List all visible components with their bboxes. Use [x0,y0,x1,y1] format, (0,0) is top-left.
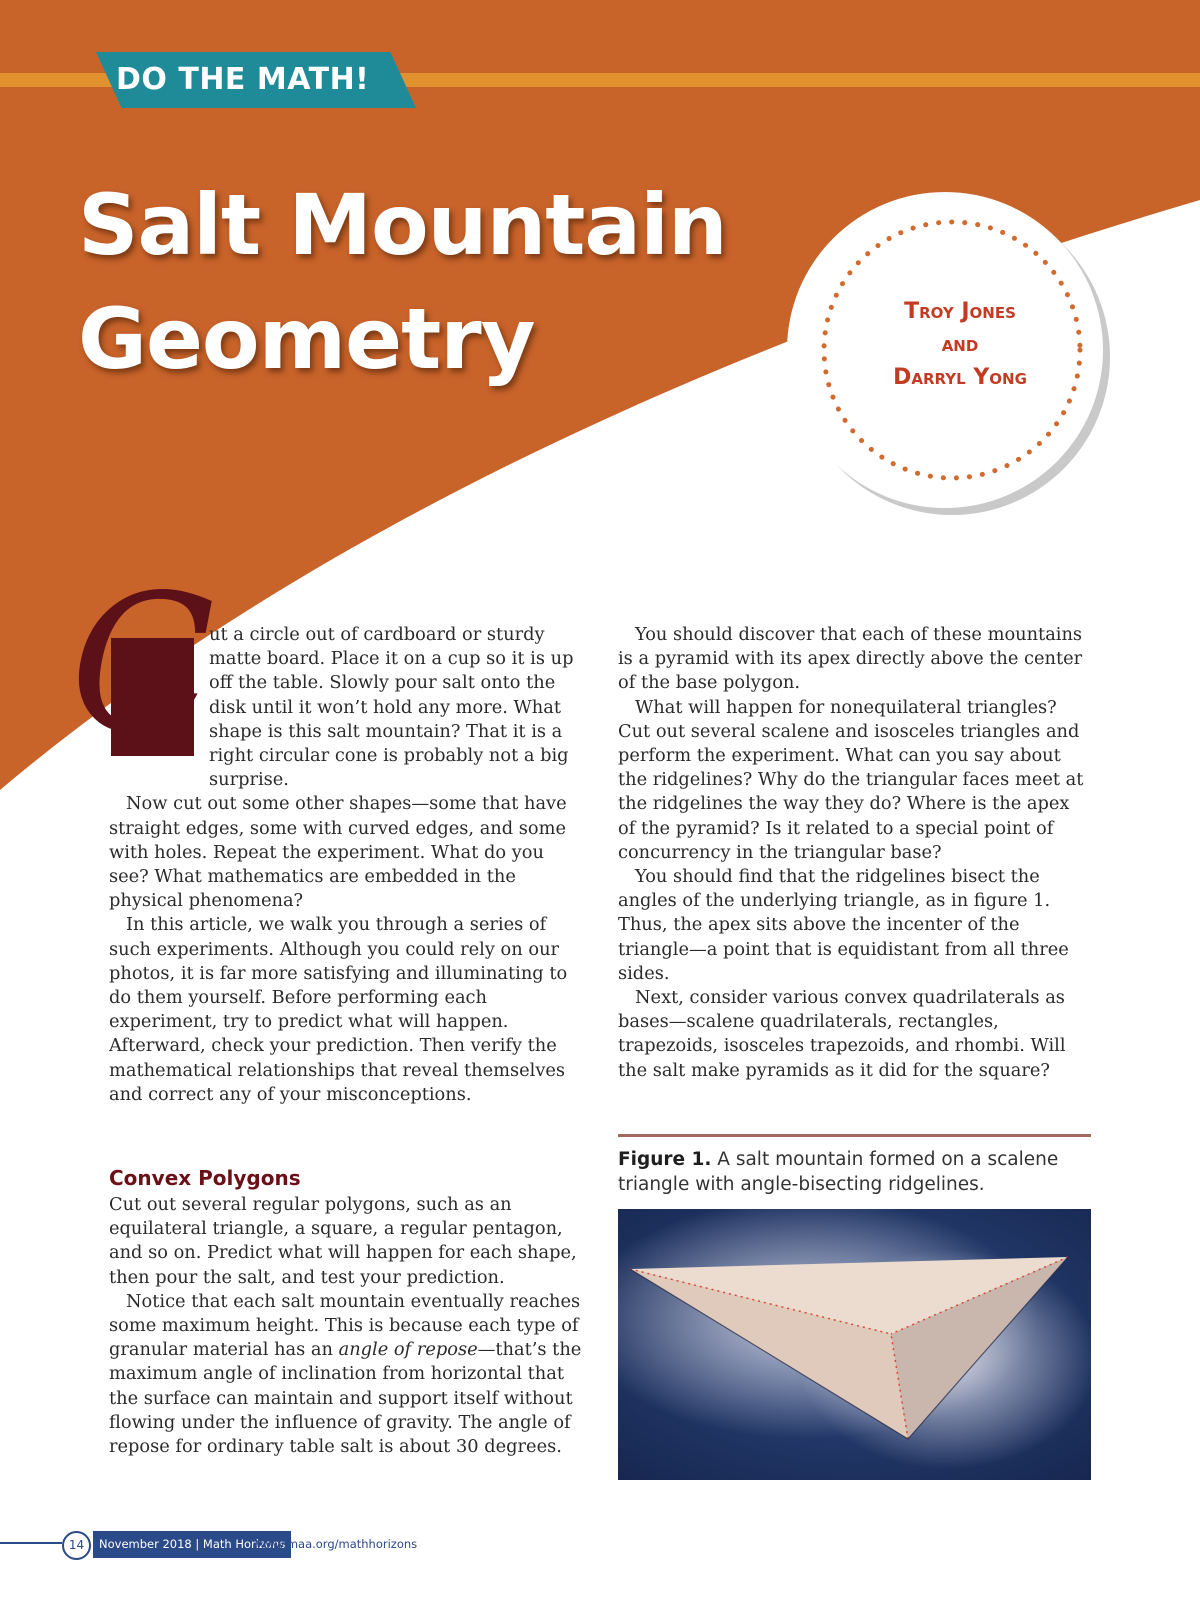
page-number: 14 [62,1531,91,1560]
right-paragraph-4: Next, consider various convex quadrilaterals as bases—scalene quadrilaterals, rectangles, trapezoids, isosceles trapezoids, and rhombi. Will the salt make pyramids as it did for the square? [618,987,1066,1081]
title-line-2: Geometry [78,290,535,388]
figure-caption [618,1148,1091,1197]
right-paragraph-3: You should find that the ridgelines bisect the angles of the underlying triangle, as in figure 1. Thus, the apex sits above the incenter of the triangle—a point that is equidistant from all three sides. [618,866,1069,984]
title-line-1: Salt Mountain [78,176,727,274]
footer-url[interactable]: www.maa.org/mathhorizons [256,1537,418,1551]
convex-paragraph-2 [109,1290,584,1459]
section-heading: Convex Polygons [109,1166,301,1190]
section-banner-label: DO THE MATH! [116,62,370,97]
footer-rule [0,1542,62,1544]
convex-section [109,1193,584,1459]
figure-label: Figure 1. [618,1149,712,1170]
right-paragraph-2: What will happen for nonequilateral triangles? Cut out several scalene and isosceles triangles and perform the experiment. What can you say about the ridgelines? Why do the triangular faces meet at the ridgelines the way they do? Where is the apex of the pyramid? Is it related to a special point of concurrency in the triangular base? [618,696,1084,863]
author-2: Darryl Yong [893,365,1027,390]
author-byline [840,295,1080,394]
right-column [618,623,1091,1083]
figure-rule [618,1134,1091,1137]
intro-paragraph-1: ut a circle out of cardboard or sturdy matte board. Place it on a cup so it is up off the table. Slowly pour salt onto the disk until it won’t hold any more. What shape is this salt mountain? That it is a right circular cone is probably not a big surprise. [209,624,574,791]
figure-caption-text: A salt mountain formed on a scalene triangle with angle-bisecting ridgelines. [618,1149,1059,1195]
issue-label: November 2018 | Math Horizons [93,1531,291,1558]
author-1: Troy Jones [904,299,1016,324]
salt-mountain-photo [618,1209,1091,1480]
intro-paragraph-3: In this article, we walk you through a series of such experiments. Although you could rely on our photos, it is far more satisfying and illuminating to do them yourself. Before performing each experiment, try to predict what will happen. Afterward, check your prediction. Then verify the mathematical relationships that reveal themselves and correct any of your misconceptions. [109,914,568,1105]
left-column [109,623,584,1107]
right-paragraph-1: You should discover that each of these mountains is a pyramid with its apex directly above the center of the base polygon. [618,624,1083,694]
author-conjunction: and [941,332,979,357]
convex-p2-end: —that’s the maximum angle of inclination from horizontal that the surface can maintain and support itself without flowing under the influence of gravity. The angle of repose for ordinary table salt is about 30 degrees. [109,1339,582,1458]
intro-paragraph-2: Now cut out some other shapes—some that have straight edges, some with curved edges, and some with holes. Repeat the experiment. What do you see? What mathematics are embedded in the physical phenomena? [109,793,567,912]
dropcap-letter: C [70,554,216,775]
angle-of-repose-term: angle of repose [338,1339,478,1361]
convex-paragraph-1: Cut out several regular polygons, such as an equilateral triangle, a square, a regular pentagon, and so on. Predict what will happen for each shape, then pour the salt, and test your prediction. [109,1194,577,1288]
convex-p2-start: Notice that each salt mountain eventually reaches some maximum height. This is because each type of granular material has an [109,1290,581,1361]
article-title [78,168,727,396]
